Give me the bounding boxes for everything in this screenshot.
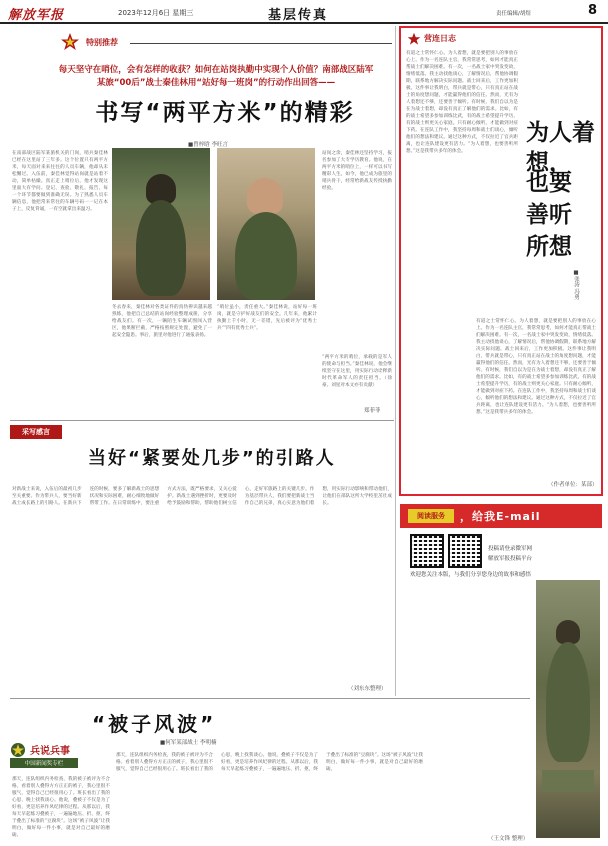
bottom-divider (10, 698, 530, 699)
third-story-body: 那天，连队组织内务检查，我的被子被评为不合格。看着别人叠得方方正正的被子，我心里很不服气，觉得自己已经很用心了。班长看出了我的心思，晚上找我谈心。他说，叠被子不仅是为了好看，更是培养作风纪律的过程。从那以后，我每天早起练习叠被子，一遍遍地压、折、抠，终于叠出了标准的“豆腐块”。这场“被子风波”让我明白，做好每一件小事，就是对自己最好的磨砺。 (116, 753, 423, 772)
third-story-headline: “被子风波” (92, 712, 217, 736)
feature-byline: ■曾梓晗 李旺言 (188, 142, 228, 148)
second-story-body: 对新战士来说，入伍后的最初几步至关重要。作为带兵人，要当好新战士成长路上的引路人。在新兵下连的时候，要多了解新战士的思想状况和实际困难，耐心细致地做好帮带工作。在日常训练中，要注重方式方法，既严格要求，又关心爱护。新战士遇到挫折时，更要及时给予鼓励和帮助，帮助他们树立信心，走好军旅路上的关键几步。作为基层带兵人，我们要把新战士当作自己的兄弟，真心实意为他们着想，用实际行动影响和带动他们，让他们在部队这所大学校里茁壮成长。 (12, 487, 392, 506)
section-divider (10, 420, 394, 421)
banner-divider (130, 43, 392, 44)
column-name: 营连日志 (424, 34, 456, 43)
column-title-line-4: 所想 (526, 234, 572, 260)
promo-footer: 欢迎您关注本版，与我们分享您身边的故事和感悟 (410, 572, 532, 578)
deck-line-2: 某旅“00后”战士秦佳林用“站好每一班岗”的行动作出回答—— (96, 78, 336, 88)
promo-caption-2: 解放军报投稿平台 (488, 556, 533, 562)
page-header (0, 0, 608, 24)
promo-banner (400, 504, 602, 528)
soldier-photo-bedding (536, 580, 600, 838)
promo-caption-1: 投稿请登录微军网 (488, 546, 533, 552)
qr-code-icon (448, 534, 482, 568)
photo-figure-head (556, 620, 580, 644)
bingxun-title: 兵说兵事 (30, 746, 70, 757)
bingxun-subtitle: 中国新闻奖专栏 (10, 758, 78, 768)
feature-body-col5: “两平方米的哨位，承载的是军人的使命与担当。”秦佳林说，他会继续坚守在这里，用实际行动诠释新时代革命军人的责任担当。（徐豪、刘星对本文亦有贡献） (322, 355, 392, 388)
second-story-banner (10, 425, 62, 439)
column-sign-off: （作者单位：某部） (548, 482, 598, 488)
third-story-byline: ■何军某部战士 李明楠 (160, 740, 217, 746)
page-number: 8 (588, 3, 598, 18)
section-name: 基层传真 (268, 8, 329, 23)
promo-text: ，给我E-mail (460, 510, 541, 523)
column-body: 有道之士常怀仁心。为人着想，就是要把别人的事放在心上。作为一名连队主官，我常常思考，如何才能真正帮战士们解决困难。有一次，一名战士家中突发变故，情绪低落。我主动找他谈心，了解情况后，帮他协调假期，联系地方解决实际问题。战士回来后，工作更加积极。这件事让我明白，带兵就是带心，只有真正站在战士的角度想问题，才能赢得他们的信任。然而，光有为人着想还不够，还要善于倾听。有时候，我们自以为是在为战士着想，却没有真正了解他们的需求。比如，有的战士希望多参加训练比武，有的战士希望提升学历，有的战士则更关心家庭。只有耐心倾听，才能做到对症下药。在连队工作中，我坚持每周和战士们谈心，倾听他们的想法和建议。通过这种方式，不仅拉近了官兵距离，也让连队建设更有活力。“为人着想，也要善听所想。”这是我带兵多年的体会。 (406, 51, 518, 154)
star-emblem-icon (10, 742, 26, 758)
issue-date: 2023年12月6日 星期三 (118, 9, 194, 17)
editor-credit: 责任编辑/胡煜 (496, 11, 531, 17)
photo-face (247, 178, 283, 214)
feature-deck (40, 64, 392, 90)
soldier-photo-portrait (217, 148, 315, 300)
feature-body-col1: 在南部战区陆军某旅机关的门岗，哨兵秦佳林已经在这里站了三年多。这个位置只有两平方米，每天面对来来往往的人员车辆，他却从未松懈过。入伍前，秦佳林觉得站岗就是站着不动，简单枯燥。真正走上哨位后，他才发现这里面大有学问。登记、查验、敬礼、报告，每一个环节都要做到准确无误。为了熟悉人员车辆信息，他把常来常往的车辆号码一一记在本子上，反复背诵，一有空就拿出来温习。 (12, 151, 108, 212)
qr-code-icon (410, 534, 444, 568)
promo-tag: 阅读服务 (408, 509, 454, 523)
third-story-intro: 那天，连队组织内务检查，我的被子被评为不合格。看着别人叠得方方正正的被子，我心里很不服气，觉得自己已经很用心了。班长看出了我的心思，晚上找我谈心。他说，叠被子不仅是为了好看，更是培养作风纪律的过程。从那以后，我每天早起练习叠被子，一遍遍地压、折、抠，终于叠出了标准的“豆腐块”。这场“被子风波”让我明白，做好每一件小事，就是对自己最好的磨砺。 (12, 777, 110, 838)
third-story-signature: （王文锋 整理） (488, 836, 529, 842)
feature-body-col2: 冬去春来，秦佳林对各类证件的真伪辨识越来越熟练，他把自己总结的站岗经验整理成册，分享给战友们。有一次，一辆陌生车辆试图闯入营区，他果断拦截，严格按照规定处置，避免了一起安全隐患。事后，旅里对他进行了通报表扬。 (112, 305, 212, 338)
deck-line-1: 每天坚守在哨位，会有怎样的收获？如何在站岗执勤中实现个人价值？南部战区陆军 (58, 65, 374, 75)
second-story-banner-label: 采写感言 (22, 428, 50, 436)
bingxun-column-badge (10, 742, 70, 772)
qr-pattern (412, 536, 442, 566)
column-byline: ■张涛 冯勇 (573, 270, 579, 300)
column-separator (395, 26, 396, 696)
photo-figure-body (546, 642, 590, 762)
column-title-line-1: 为人着想， (526, 120, 595, 176)
qr-pattern (450, 536, 480, 566)
soldier-photo-guard (112, 148, 210, 300)
photo-uniform (235, 212, 297, 300)
second-story-headline: 当好“紧要处几步”的引路人 (88, 448, 336, 469)
feature-body-col4: 站岗之余，秦佳林还坚持学习，报名参加了大专学历教育。他说，在两平方米的哨位上，一样可以书写精彩人生。如今，他已成为旅里的哨兵骨干，经常给新战友传授执勤经验。 (322, 151, 392, 191)
feature-end-mark: 郑菲菲 (364, 408, 381, 414)
masthead: 解放军报 (8, 8, 65, 23)
star-emblem-icon (407, 32, 421, 46)
feature-headline: 书写“两平方米”的精彩 (95, 100, 355, 126)
column-title-line-3: 善听 (526, 202, 572, 228)
photo-folded-quilt (542, 770, 594, 792)
column-body-continued: 有道之士常怀仁心。为人着想，就是要把别人的事放在心上。作为一名连队主官，我常常思考，如何才能真正帮战士们解决困难。有一次，一名战士家中突发变故，情绪低落。我主动找他谈心，了解情况后，帮他协调假期，联系地方解决实际问题。战士回来后，工作更加积极。这件事让我明白，带兵就是带心，只有真正站在战士的角度想问题，才能赢得他们的信任。然而，光有为人着想还不够，还要善于倾听。有时候，我们自以为是在为战士着想，却没有真正了解他们的需求。比如，有的战士希望多参加训练比武，有的战士希望提升学历，有的战士则更关心家庭。只有耐心倾听，才能做到对症下药。在连队工作中，我坚持每周和战士们谈心，倾听他们的想法和建议。通过这种方式，不仅拉近了官兵距离，也让连队建设更有活力。“为人着想，也要善听所想。”这是我带兵多年的体会。 (476, 319, 596, 415)
feature-banner-label: 特别推荐 (86, 38, 118, 47)
feature-body-col3: “哨位虽小，责任重大。”秦佳林说，站好每一班岗，就是守护好战友们的安全。几年来，他累计执勤上千小时，无一差错，先后被评为“优秀士兵”“四有优秀士兵”。 (217, 305, 317, 331)
photo-figure-body (136, 200, 186, 296)
star-emblem-icon (60, 32, 80, 52)
column-title-line-2: 也要 (526, 170, 572, 196)
second-story-end-mark: （刘东东整理） (348, 686, 387, 692)
